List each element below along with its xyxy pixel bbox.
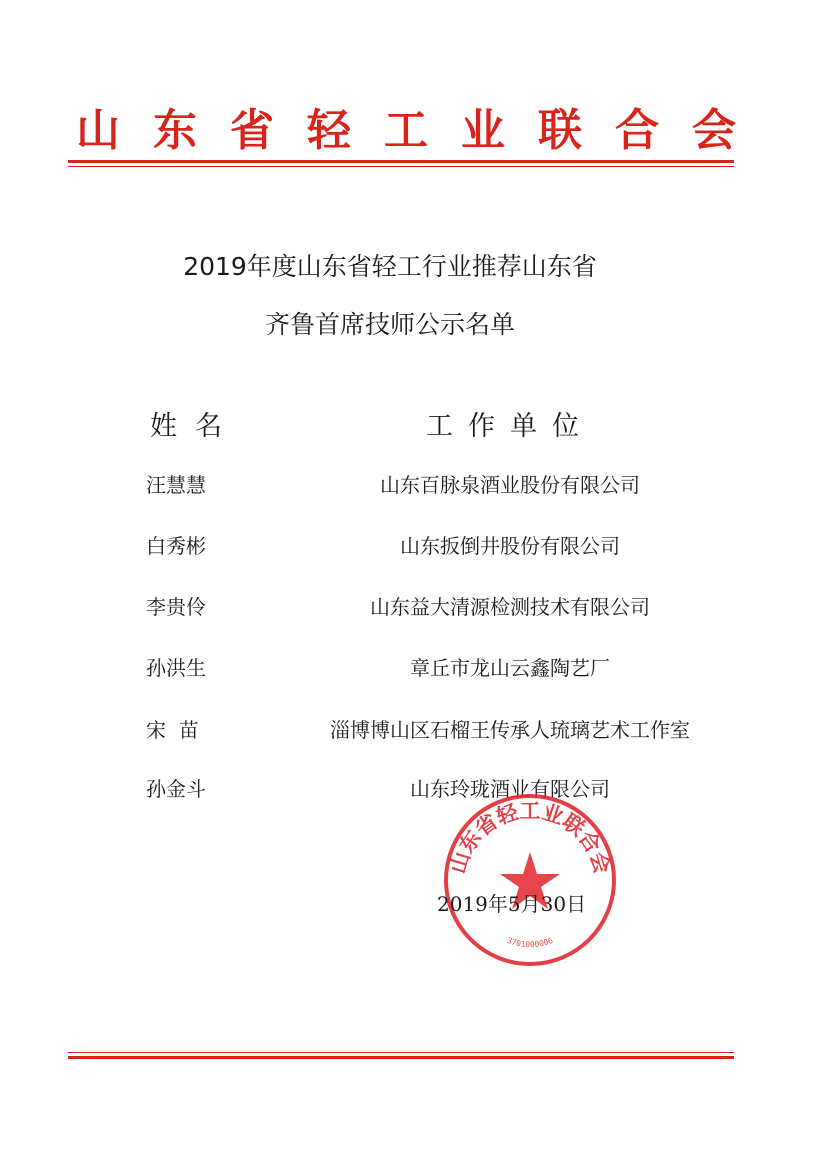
table-row (0, 529, 827, 563)
letterhead-char: 业 (461, 105, 505, 156)
letterhead-char: 联 (538, 105, 582, 156)
person-name: 汪慧慧 (146, 473, 206, 497)
table-row (0, 590, 827, 624)
table-row (0, 651, 827, 685)
person-name: 李贵伶 (146, 595, 206, 619)
official-seal (440, 790, 620, 970)
table-row (0, 772, 827, 806)
letterhead-char: 轻 (307, 105, 351, 156)
seal-code: 3701000006 (505, 935, 555, 950)
work-unit: 章丘市龙山云鑫陶艺厂 (410, 656, 610, 680)
column-header-name: 姓名 (150, 411, 240, 442)
work-unit: 山东百脉泉酒业股份有限公司 (380, 473, 640, 497)
work-unit: 山东扳倒井股份有限公司 (400, 534, 620, 558)
letterhead-char: 工 (384, 105, 428, 156)
person-name: 宋 苗 (146, 718, 199, 742)
work-unit: 淄博博山区石榴王传承人琉璃艺术工作室 (330, 718, 690, 742)
work-unit: 山东玲珑酒业有限公司 (410, 777, 610, 801)
person-name: 孙洪生 (146, 656, 206, 680)
letterhead-title (76, 101, 736, 161)
person-name: 孙金斗 (146, 777, 206, 801)
work-unit: 山东益大清源检测技术有限公司 (370, 595, 650, 619)
document-title-line-2: 齐鲁首席技师公示名单 (264, 310, 515, 339)
letterhead-char: 东 (153, 105, 197, 156)
column-header-unit: 工作单位 (426, 411, 594, 442)
letterhead-char: 会 (692, 105, 736, 156)
issue-date: 2019年5月30日 (437, 892, 587, 916)
letterhead-char: 山 (76, 105, 120, 156)
letterhead-char: 合 (615, 105, 659, 156)
document-title-line-1: 2019年度山东省轻工行业推荐山东省 (183, 252, 597, 281)
table-row (0, 713, 827, 747)
person-name: 白秀彬 (146, 534, 206, 558)
letterhead-char: 省 (230, 105, 274, 156)
seal-text: 山东省轻工业联合会 (445, 798, 615, 877)
table-row (0, 468, 827, 502)
